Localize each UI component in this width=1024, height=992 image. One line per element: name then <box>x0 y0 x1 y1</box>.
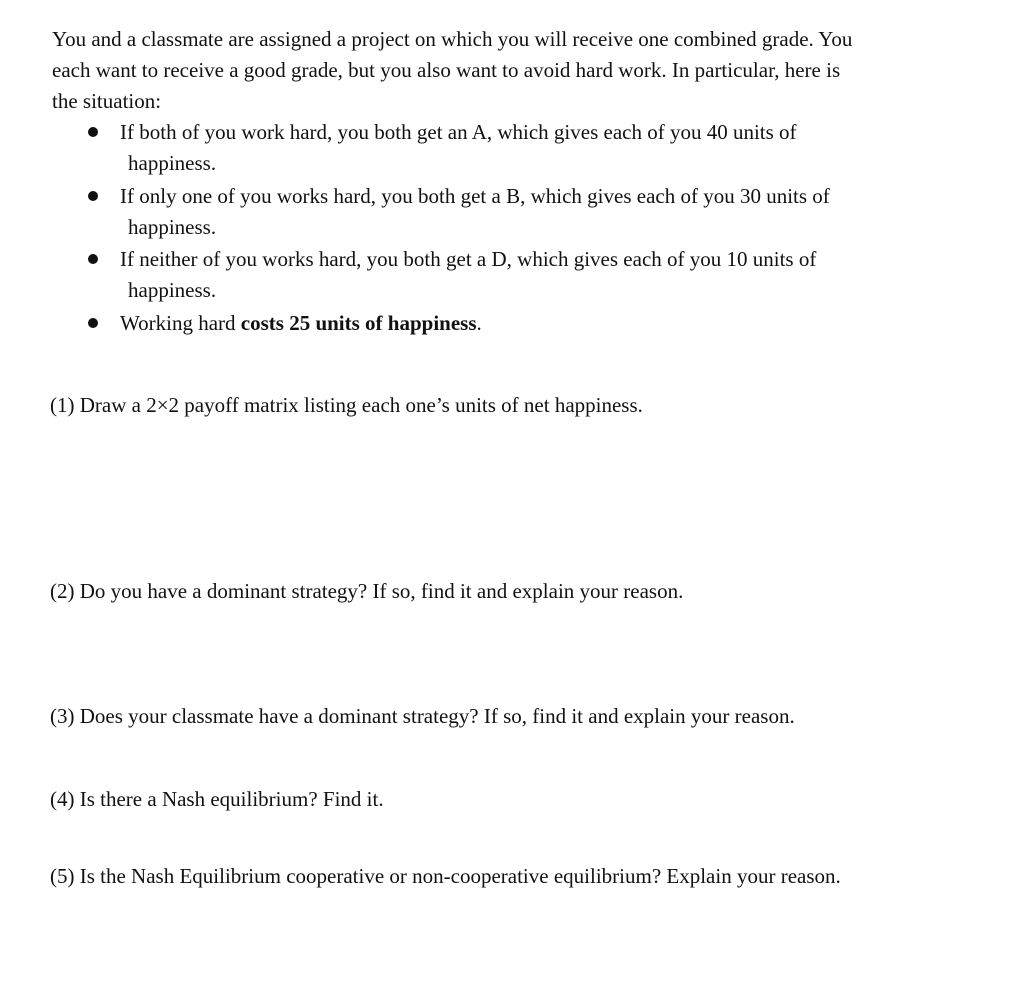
bullet-text-continued: happiness. <box>128 278 217 302</box>
bullet-text: If only one of you works hard, you both get a B, which gives each of you 30 units of <box>120 183 830 208</box>
question-4: (4) Is there a Nash equilibrium? Find it. <box>50 787 384 811</box>
bullet-icon <box>88 191 98 201</box>
bullet-text-continued: happiness. <box>128 151 217 175</box>
situation-list <box>88 117 908 340</box>
intro-line: the situation: <box>52 89 162 113</box>
bullet-icon <box>88 254 98 264</box>
bullet-text: Working hard <box>120 310 241 335</box>
list-item-neither-works <box>88 244 908 306</box>
list-item-work-cost <box>88 308 908 339</box>
bullet-text-continued: happiness. <box>128 214 217 239</box>
bullet-text: If neither of you works hard, you both get a D, which gives each of you 10 units of <box>120 247 817 271</box>
question-3: (3) Does your classmate have a dominant strategy? If so, find it and explain your reason. <box>50 704 795 728</box>
list-item-one-works <box>88 181 908 243</box>
bullet-text: If both of you work hard, you both get an A, which gives each of you 40 units of <box>120 120 797 144</box>
bullet-text-end: . <box>476 310 482 335</box>
bullet-icon <box>88 127 98 137</box>
question-1: (1) Draw a 2×2 payoff matrix listing each one’s units of net happiness. <box>50 393 643 417</box>
list-item-both-work <box>88 117 908 179</box>
bullet-text-bold: costs 25 units of happiness <box>240 310 477 335</box>
intro-paragraph <box>52 24 952 117</box>
question-5: (5) Is the Nash Equilibrium cooperative or non-cooperative equilibrium? Explain your reason. <box>50 864 841 888</box>
intro-line: each want to receive a good grade, but you also want to avoid hard work. In particular, here is <box>52 58 841 82</box>
intro-line: You and a classmate are assigned a project on which you will receive one combined grade. You <box>52 27 853 51</box>
question-2: (2) Do you have a dominant strategy? If so, find it and explain your reason. <box>50 579 684 603</box>
bullet-icon <box>88 318 98 328</box>
